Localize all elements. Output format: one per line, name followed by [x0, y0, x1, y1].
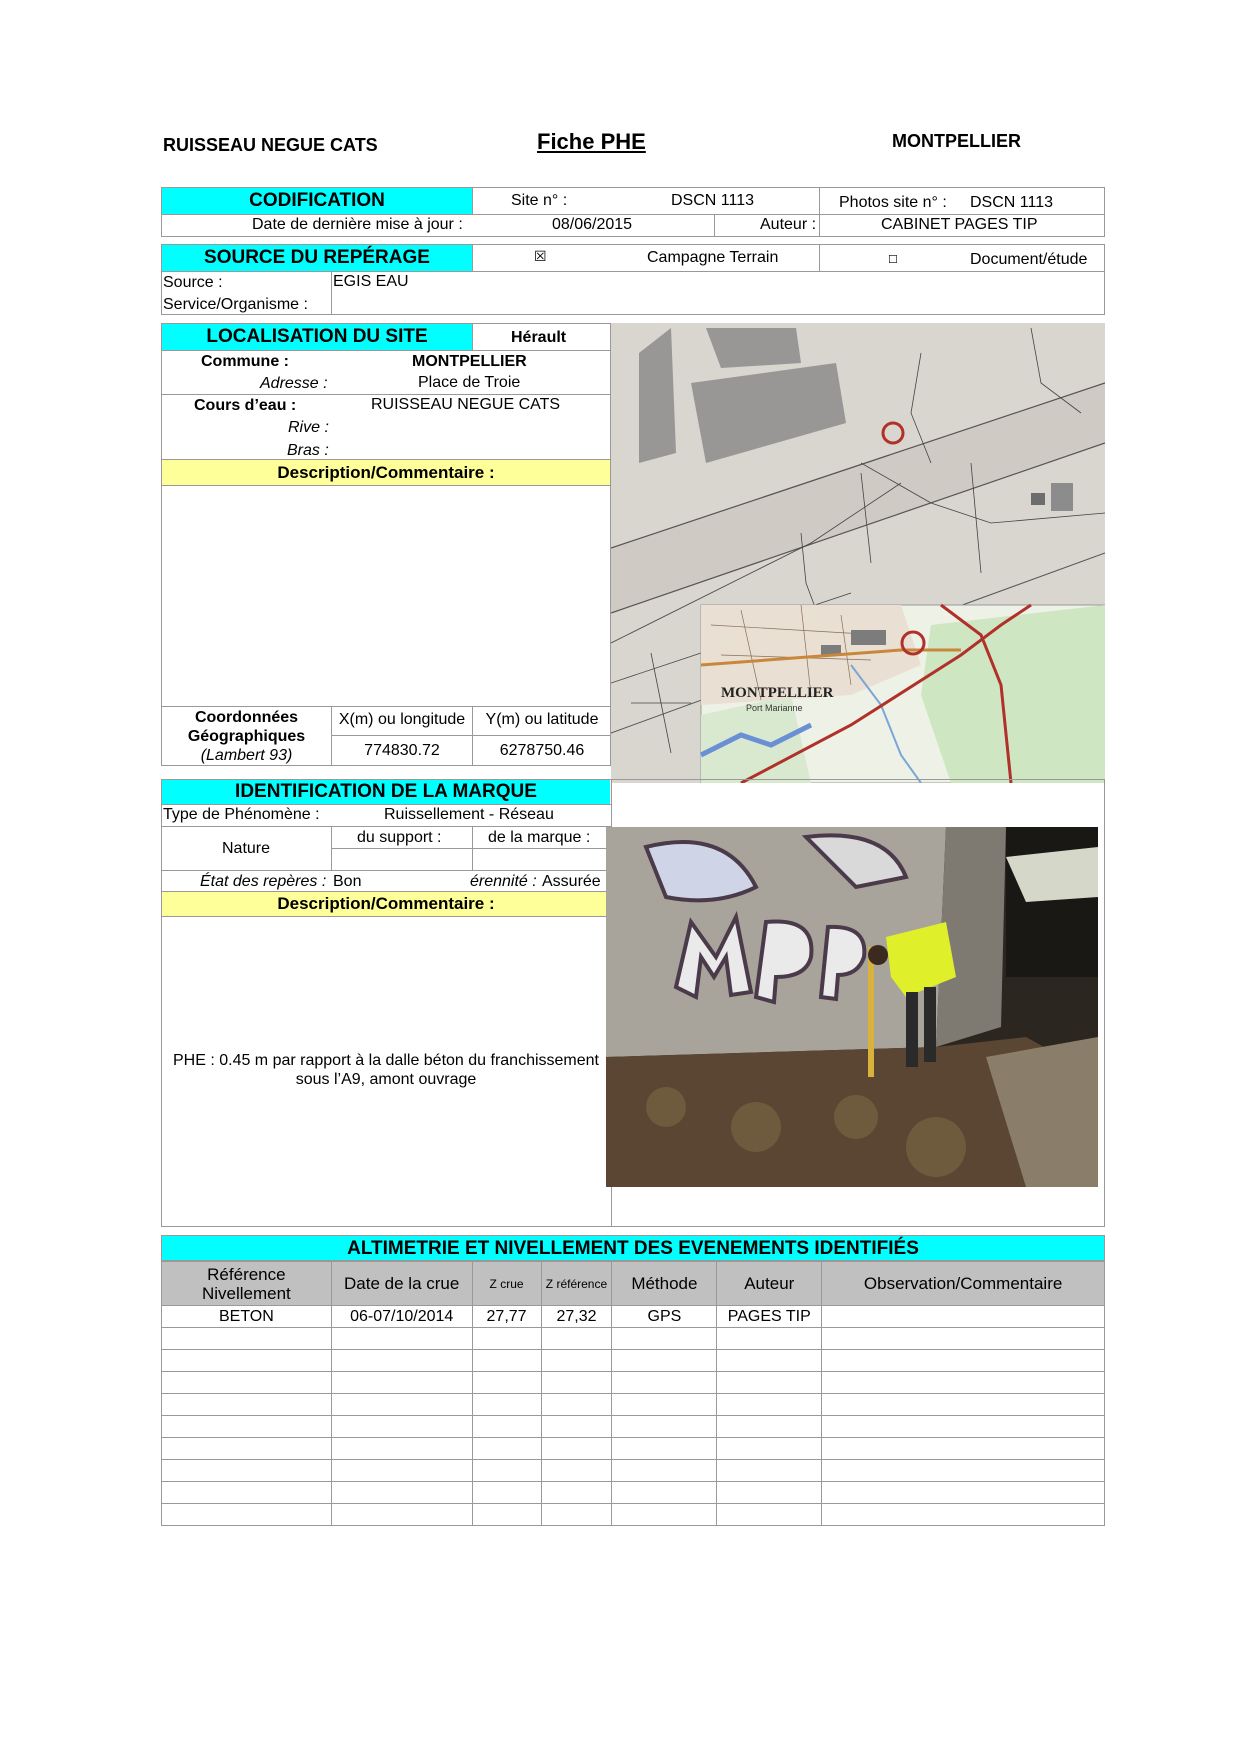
- support-label: du support :: [357, 829, 442, 846]
- source-title: SOURCE DU REPÉRAGE: [162, 245, 472, 271]
- y-value: 6278750.46: [499, 742, 585, 759]
- cell-auteur: PAGES TIP: [717, 1306, 822, 1328]
- site-label: Site n° :: [511, 192, 568, 209]
- cell-zcrue: 27,77: [472, 1306, 541, 1328]
- etat-label: État des repères :: [200, 873, 327, 890]
- bras-label: Bras :: [287, 442, 329, 459]
- y-label: Y(m) ou latitude: [485, 711, 599, 728]
- rive-label: Rive :: [288, 419, 329, 436]
- adresse-label: Adresse :: [260, 375, 328, 392]
- perennite-label: érennité :: [470, 873, 537, 890]
- etat-value: Bon: [333, 873, 362, 890]
- table-row: [162, 1394, 1105, 1416]
- table-row: [162, 1416, 1105, 1438]
- cell-methode: GPS: [612, 1306, 717, 1328]
- table-row: [162, 1372, 1105, 1394]
- col-date-header: Date de la crue: [331, 1262, 472, 1306]
- source-label: Source :: [163, 274, 223, 291]
- col-methode-header: Méthode: [612, 1262, 717, 1306]
- table-row: [162, 1460, 1105, 1482]
- table-row: [162, 1504, 1105, 1526]
- col-ref-header: Référence Nivellement: [162, 1262, 332, 1306]
- cell-date: 06-07/10/2014: [331, 1306, 472, 1328]
- cell-obs: [822, 1306, 1105, 1328]
- site-value: DSCN 1113: [671, 192, 754, 209]
- author-label: Auteur :: [760, 216, 817, 233]
- header-right: MONTPELLIER: [892, 131, 1021, 151]
- marque-label: de la marque :: [488, 829, 591, 846]
- photos-label: Photos site n° :: [839, 194, 947, 211]
- photos-value: DSCN 1113: [970, 194, 1053, 211]
- table-row: [162, 1350, 1105, 1372]
- x-value: 774830.72: [364, 742, 440, 759]
- identification-desc-title: Description/Commentaire :: [162, 892, 610, 916]
- localisation-desc-title: Description/Commentaire :: [162, 460, 610, 485]
- cours-label: Cours d’eau :: [194, 397, 297, 414]
- col-zref-header: Z référence: [541, 1262, 612, 1306]
- campagne-checkbox[interactable]: ☒: [534, 248, 547, 264]
- altimetrie-title: ALTIMETRIE ET NIVELLEMENT DES EVENEMENTS IDENTIFIÉS: [161, 1235, 1105, 1261]
- commune-label: Commune :: [201, 353, 289, 370]
- map-city-label: MONTPELLIER: [721, 685, 834, 701]
- coord-label-3: (Lambert 93): [200, 747, 293, 764]
- phe-desc-line1: PHE : 0.45 m par rapport à la dalle béton du franchissement: [172, 1052, 599, 1069]
- table-row: [162, 1438, 1105, 1460]
- cell-zref: 27,32: [541, 1306, 612, 1328]
- col-auteur-header: Auteur: [717, 1262, 822, 1306]
- topographic-inset: [701, 605, 1105, 783]
- type-label: Type de Phénomène :: [163, 806, 320, 823]
- site-map: [611, 323, 1105, 783]
- map-sub-label: Port Marianne: [746, 703, 803, 713]
- codification-title: CODIFICATION: [162, 188, 472, 214]
- col-zcrue-header: Z crue: [472, 1262, 541, 1306]
- table-row: [162, 1482, 1105, 1504]
- identification-title: IDENTIFICATION DE LA MARQUE: [162, 780, 610, 804]
- header-left: RUISSEAU NEGUE CATS: [163, 135, 378, 155]
- phe-desc-line2: sous l’A9, amont ouvrage: [295, 1071, 477, 1088]
- document-label: Document/étude: [970, 251, 1088, 268]
- nature-label: Nature: [222, 840, 271, 857]
- service-label: Service/Organisme :: [163, 296, 308, 313]
- document-checkbox[interactable]: ☐: [888, 254, 898, 266]
- cell-ref: BETON: [162, 1306, 332, 1328]
- localisation-title: LOCALISATION DU SITE: [162, 324, 472, 350]
- coord-label-1: Coordonnées: [194, 709, 299, 726]
- campagne-label: Campagne Terrain: [647, 249, 779, 266]
- site-photo: [606, 827, 1098, 1187]
- commune-value: MONTPELLIER: [412, 353, 527, 370]
- x-label: X(m) ou longitude: [338, 711, 466, 728]
- coord-label-2: Géographiques: [187, 728, 306, 745]
- cadastral-map-image: [611, 323, 1105, 783]
- altimetrie-header-row: [162, 1262, 1105, 1306]
- table-row: [162, 1306, 1105, 1328]
- altimetrie-table: [161, 1261, 1105, 1526]
- localisation-frame: [161, 323, 611, 766]
- page-title: Fiche PHE: [537, 129, 646, 154]
- author-value: CABINET PAGES TIP: [881, 216, 1038, 233]
- cours-value: RUISSEAU NEGUE CATS: [371, 396, 561, 413]
- departement: Hérault: [511, 329, 567, 346]
- date-value: 08/06/2015: [552, 216, 633, 233]
- type-value: Ruissellement - Réseau: [384, 806, 554, 823]
- table-row: [162, 1328, 1105, 1350]
- adresse-value: Place de Troie: [418, 374, 521, 391]
- date-label: Date de dernière mise à jour :: [252, 216, 463, 233]
- source-value: EGIS EAU: [333, 273, 409, 290]
- perennite-value: Assurée: [542, 873, 601, 890]
- phe-photo-image: [606, 827, 1098, 1187]
- col-obs-header: Observation/Commentaire: [822, 1262, 1105, 1306]
